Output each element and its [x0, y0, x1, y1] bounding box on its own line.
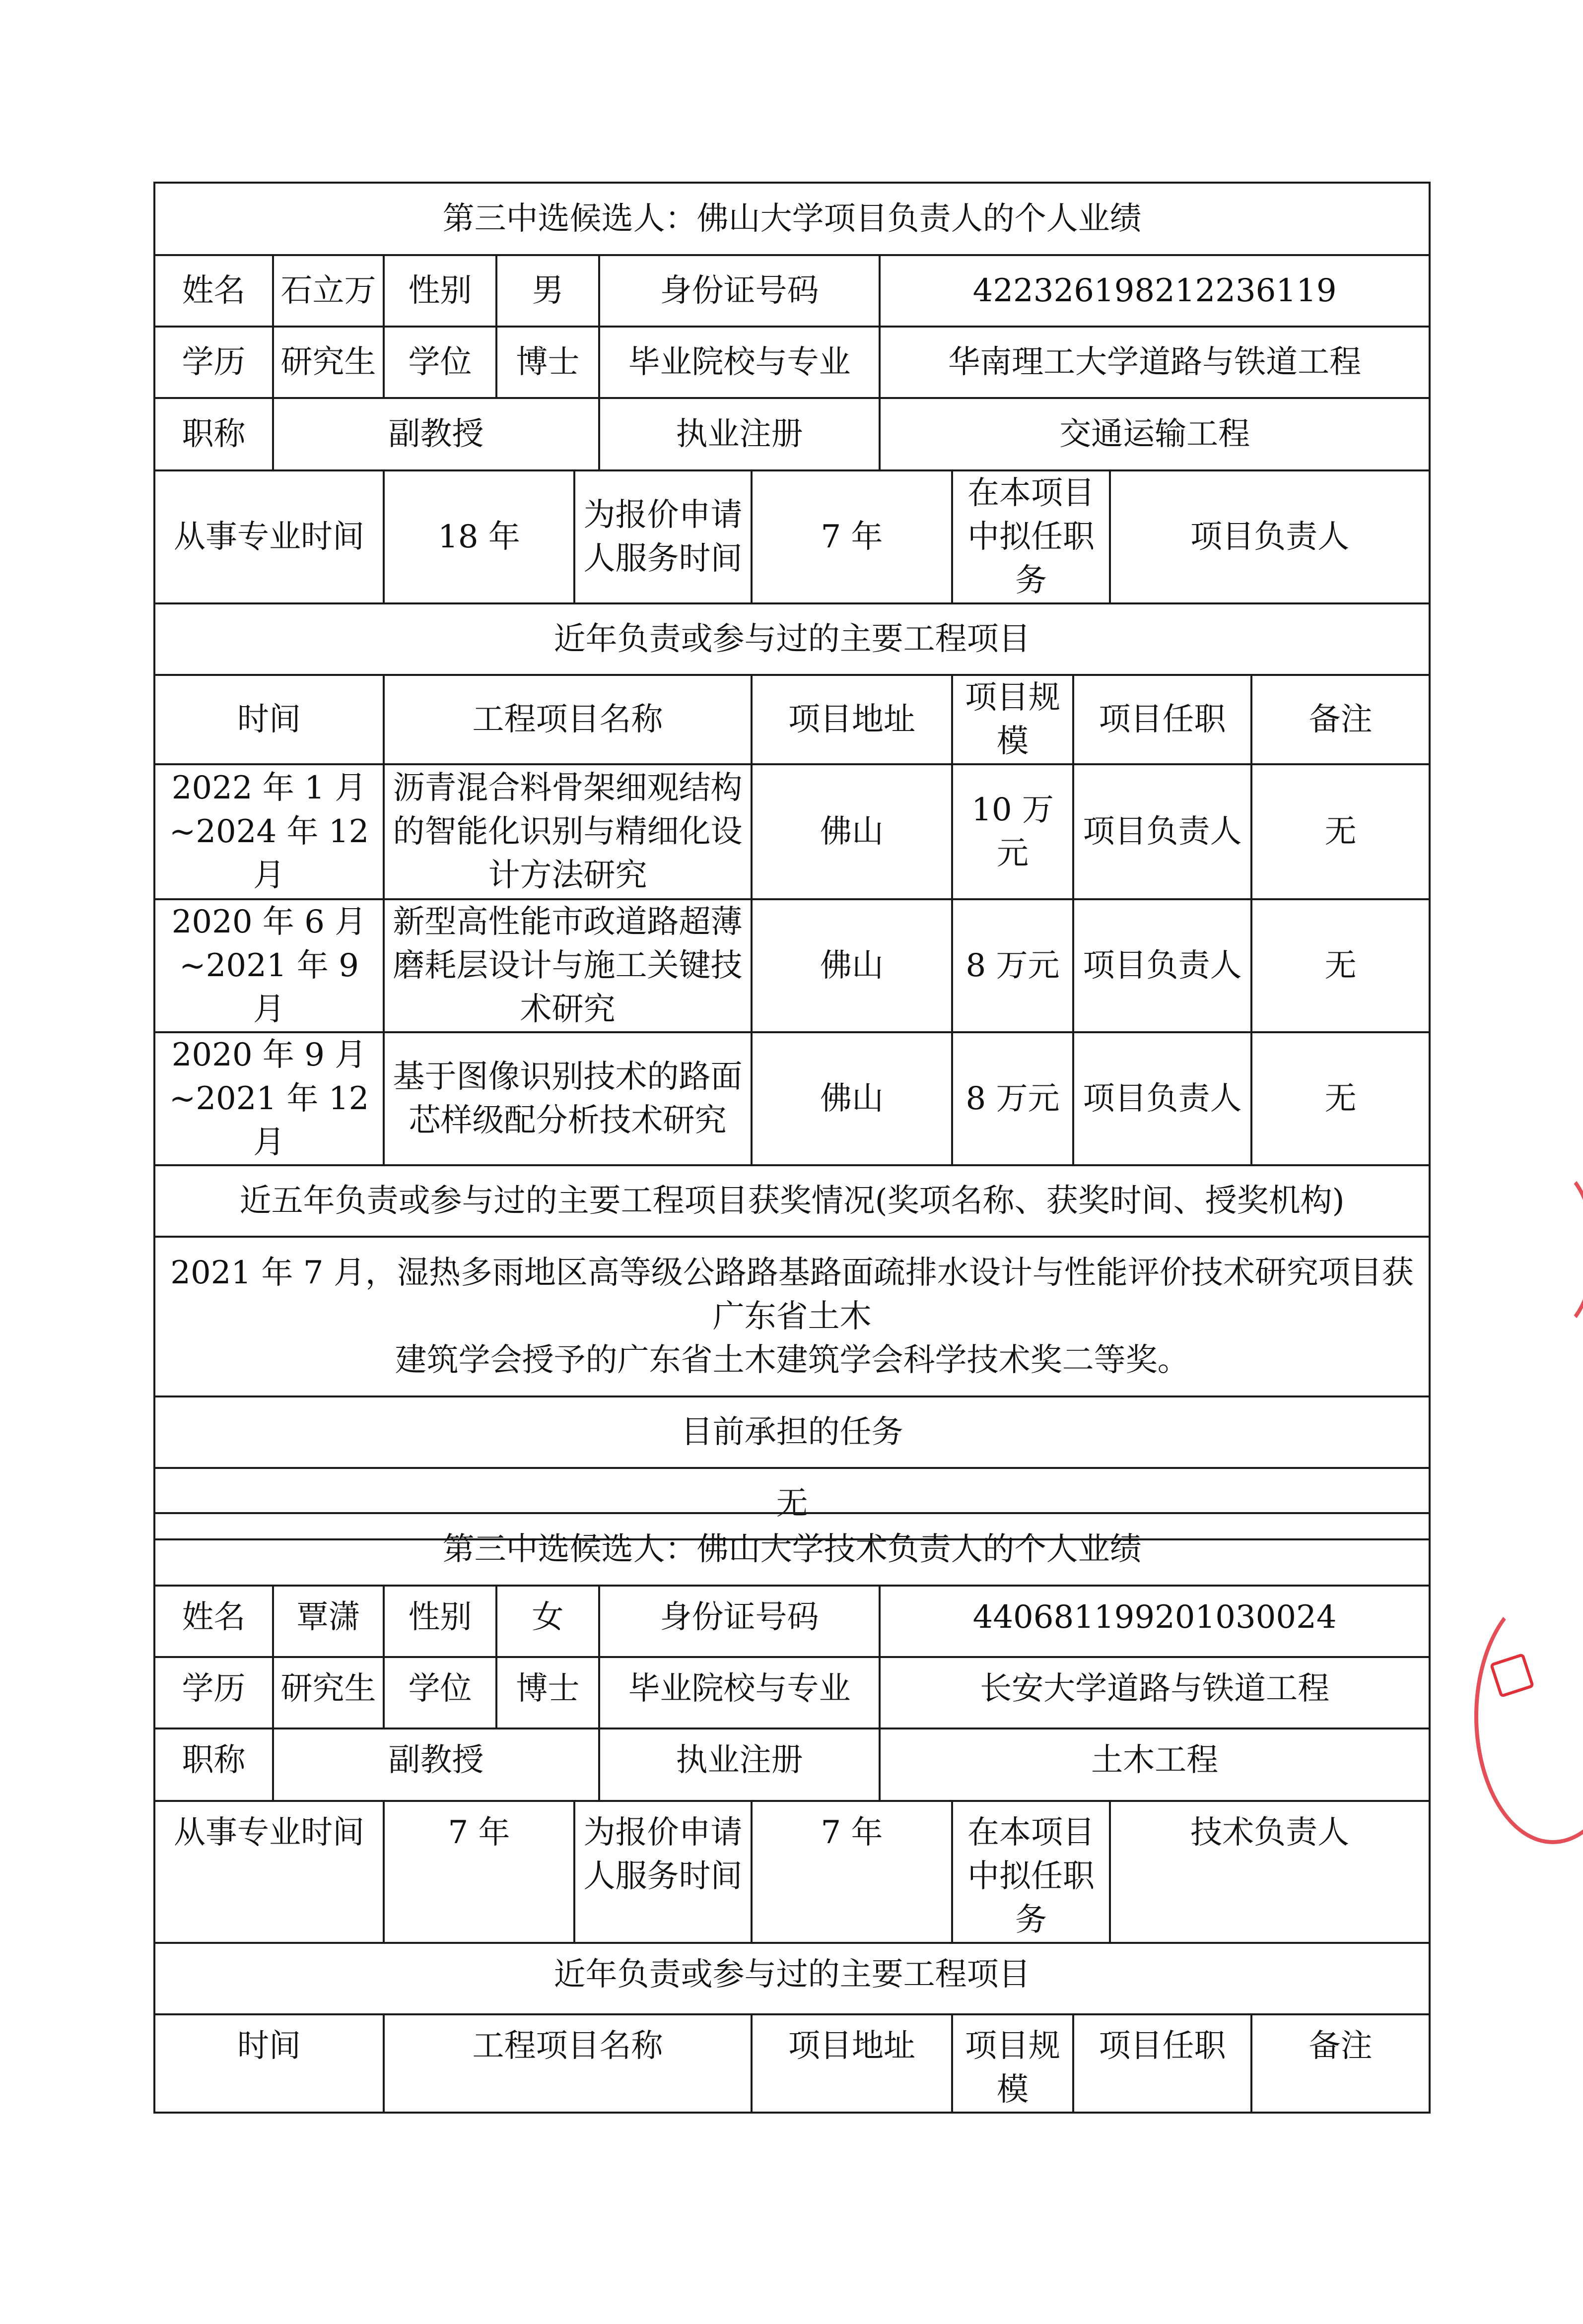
project-position: 项目负责人: [1073, 899, 1251, 1032]
column-header-position: 项目任职: [1073, 2014, 1251, 2113]
column-header-note: 备注: [1251, 2014, 1430, 2113]
label-registration: 执业注册: [599, 1728, 880, 1801]
value-service-years: 7 年: [752, 470, 952, 603]
section-title: 第三中选候选人：佛山大学技术负责人的个人业绩: [154, 1513, 1430, 1586]
label-service-years: 为报价申请人服务时间: [574, 470, 752, 603]
table-row: [154, 1032, 1430, 1165]
table-row: [154, 764, 1430, 899]
tasks-value: 无: [154, 1468, 1430, 1539]
column-header-project-name: 工程项目名称: [384, 2014, 752, 2113]
label-project-role: 在本项目中拟任职务: [952, 470, 1110, 603]
column-header-note: 备注: [1251, 675, 1430, 764]
label-gender: 性别: [384, 255, 496, 327]
label-id-number: 身份证号码: [599, 1586, 880, 1657]
label-education: 学历: [154, 327, 273, 398]
value-education: 研究生: [273, 1657, 384, 1728]
value-degree: 博士: [496, 1657, 599, 1728]
value-degree: 博士: [496, 327, 599, 398]
label-registration: 执业注册: [599, 398, 880, 470]
value-registration: 土木工程: [880, 1728, 1430, 1801]
column-header-project-name: 工程项目名称: [384, 675, 752, 764]
projects-heading: 近年负责或参与过的主要工程项目: [154, 603, 1430, 675]
value-id-number: 422326198212236119: [880, 255, 1430, 327]
value-professional-years: 7 年: [384, 1801, 574, 1943]
project-position: 项目负责人: [1073, 1032, 1251, 1165]
column-header-time: 时间: [154, 675, 384, 764]
project-location: 佛山: [752, 764, 952, 899]
value-professional-years: 18 年: [384, 470, 574, 603]
projects-heading: 近年负责或参与过的主要工程项目: [154, 1943, 1430, 2014]
seal-stamp-fragment: [1489, 1161, 1583, 1338]
label-project-role: 在本项目中拟任职务: [952, 1801, 1110, 1943]
label-name: 姓名: [154, 1586, 273, 1657]
label-degree: 学位: [384, 1657, 496, 1728]
project-name: 基于图像识别技术的路面芯样级配分析技术研究: [384, 1032, 752, 1165]
column-header-scale: 项目规模: [952, 2014, 1073, 2113]
project-time: 2022 年 1 月~2024 年 12 月: [154, 764, 384, 899]
value-title: 副教授: [273, 398, 599, 470]
value-gender: 女: [496, 1586, 599, 1657]
project-note: 无: [1251, 899, 1430, 1032]
project-note: 无: [1251, 1032, 1430, 1165]
award-line: 建筑学会授予的广东省土木建筑学会科学技术奖二等奖。: [395, 1342, 1189, 1379]
value-project-role: 项目负责人: [1110, 470, 1430, 603]
value-school-major: 长安大学道路与铁道工程: [880, 1657, 1430, 1728]
value-gender: 男: [496, 255, 599, 327]
award-line: 2021 年 7 月，湿热多雨地区高等级公路路基路面疏排水设计与性能评价技术研究项目获广东省土木: [170, 1255, 1414, 1335]
label-title: 职称: [154, 398, 273, 470]
project-location: 佛山: [752, 1032, 952, 1165]
label-title: 职称: [154, 1728, 273, 1801]
label-gender: 性别: [384, 1586, 496, 1657]
project-note: 无: [1251, 764, 1430, 899]
value-id-number: 440681199201030024: [880, 1586, 1430, 1657]
project-position: 项目负责人: [1073, 764, 1251, 899]
column-header-time: 时间: [154, 2014, 384, 2113]
personnel-table-project-lead: [153, 182, 1431, 1540]
column-header-scale: 项目规模: [952, 675, 1073, 764]
personnel-table-tech-lead: [153, 1512, 1431, 2114]
label-professional-years: 从事专业时间: [154, 1801, 384, 1943]
project-time: 2020 年 6 月~2021 年 9 月: [154, 899, 384, 1032]
awards-content: [154, 1237, 1430, 1396]
column-header-position: 项目任职: [1073, 675, 1251, 764]
project-scale: 8 万元: [952, 1032, 1073, 1165]
table-row: [154, 899, 1430, 1032]
value-name: 石立万: [273, 255, 384, 327]
value-title: 副教授: [273, 1728, 599, 1801]
column-header-location: 项目地址: [752, 675, 952, 764]
label-service-years: 为报价申请人服务时间: [574, 1801, 752, 1943]
value-service-years: 7 年: [752, 1801, 952, 1943]
project-time: 2020 年 9 月~2021 年 12 月: [154, 1032, 384, 1165]
tasks-heading: 目前承担的任务: [154, 1396, 1430, 1468]
project-name: 新型高性能市政道路超薄磨耗层设计与施工关键技术研究: [384, 899, 752, 1032]
label-school-major: 毕业院校与专业: [599, 1657, 880, 1728]
project-scale: 10 万元: [952, 764, 1073, 899]
value-education: 研究生: [273, 327, 384, 398]
project-location: 佛山: [752, 899, 952, 1032]
value-school-major: 华南理工大学道路与铁道工程: [880, 327, 1430, 398]
value-name: 覃潇: [273, 1586, 384, 1657]
label-name: 姓名: [154, 255, 273, 327]
label-degree: 学位: [384, 327, 496, 398]
label-professional-years: 从事专业时间: [154, 470, 384, 603]
value-registration: 交通运输工程: [880, 398, 1430, 470]
section-title: 第三中选候选人：佛山大学项目负责人的个人业绩: [154, 183, 1430, 255]
value-project-role: 技术负责人: [1110, 1801, 1430, 1943]
awards-heading: 近五年负责或参与过的主要工程项目获奖情况(奖项名称、获奖时间、授奖机构): [154, 1165, 1430, 1237]
project-name: 沥青混合料骨架细观结构的智能化识别与精细化设计方法研究: [384, 764, 752, 899]
label-education: 学历: [154, 1657, 273, 1728]
project-scale: 8 万元: [952, 899, 1073, 1032]
column-header-location: 项目地址: [752, 2014, 952, 2113]
label-school-major: 毕业院校与专业: [599, 327, 880, 398]
label-id-number: 身份证号码: [599, 255, 880, 327]
seal-stamp: [1474, 1588, 1583, 1844]
